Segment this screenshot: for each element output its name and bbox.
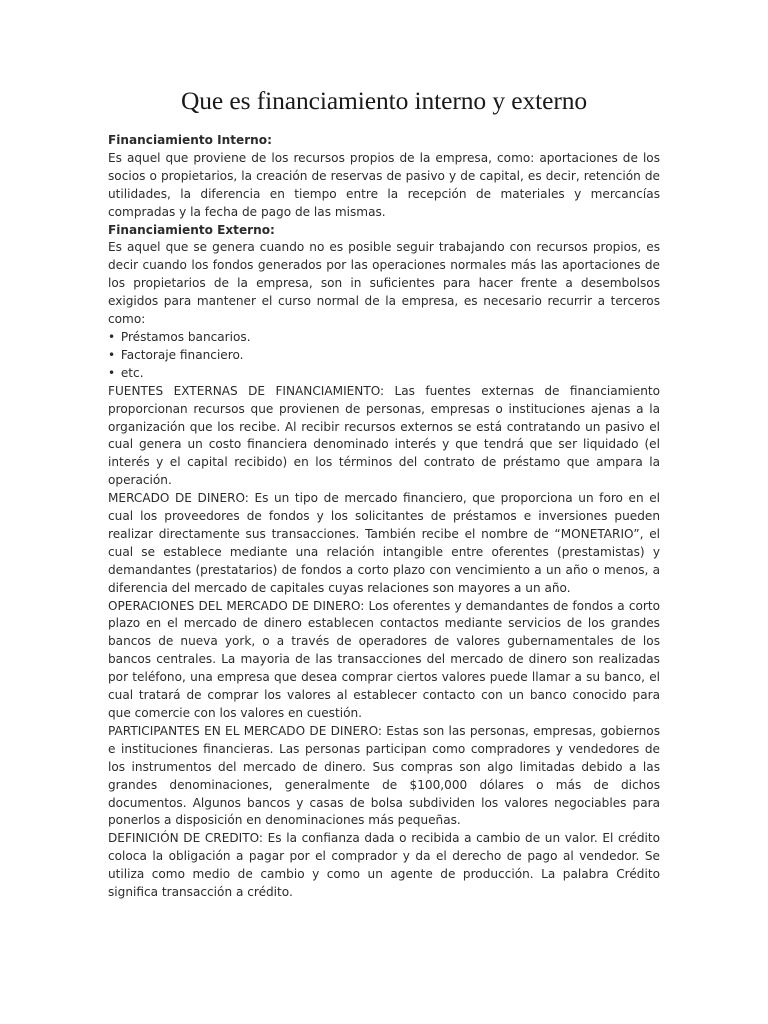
text-mercado: Es un tipo de mercado financiero, que proporciona un foro en el cual los proveedores de fondos y los solicitantes de préstamos e inversiones pueden realizar directamente sus transacciones. También recibe el nombre de “MONETARIO”, el cual se establece mediante una relación intangible entre oferentes (prestamistas) y demandantes (prestatarios) de fondos a corto plazo con vencimiento a un año o menos, a diferencia del mercado de capitales cuyas relaciones son mayores a un año.	[108, 491, 660, 595]
lead-mercado: MERCADO DE DINERO:	[108, 491, 249, 506]
bullet-icon: •	[108, 329, 116, 344]
list-item	[108, 347, 660, 365]
list-item-text: Factoraje financiero.	[120, 347, 244, 362]
paragraph-participantes	[108, 723, 660, 830]
lead-participantes: PARTICIPANTES EN EL MERCADO DE DINERO:	[108, 723, 382, 738]
list-item	[108, 365, 660, 383]
section-heading-externo: Financiamiento Externo:	[108, 222, 275, 237]
bullet-icon: •	[108, 365, 116, 380]
paragraph-externo: Es aquel que se genera cuando no es posible seguir trabajando con recursos propios, es decir cuando los fondos generados por las operaciones normales más las aportaciones de los propietarios de la empresa, son in suficientes para hacer frente a desembolsos exigidos para mantener el curso normal de la empresa, es necesario recurrir a terceros como:	[108, 240, 660, 327]
bullet-list	[108, 329, 660, 383]
section-heading-interno: Financiamiento Interno:	[108, 133, 272, 147]
lead-credito: DEFINICIÓN DE CREDITO:	[108, 831, 264, 846]
paragraph-fuentes	[108, 383, 660, 490]
paragraph-operaciones	[108, 598, 660, 723]
document-body	[108, 132, 660, 902]
lead-fuentes: FUENTES EXTERNAS DE FINANCIAMIENTO:	[108, 383, 385, 398]
page-title: Que es financiamiento interno y externo	[180, 86, 588, 115]
list-item	[108, 329, 660, 347]
paragraph-interno: Es aquel que proviene de los recursos propios de la empresa, como: aportaciones de los socios o propietarios, la creación de reservas de pasivo y de capital, es decir, retención de utilidades, la diferencia en tiempo entre la recepción de materiales y mercancías compradas y la fecha de pago de las mismas.	[108, 150, 660, 219]
list-item-text: Préstamos bancarios.	[120, 329, 251, 344]
paragraph-credito	[108, 830, 660, 902]
text-fuentes: Las fuentes externas de financiamiento proporcionan recursos que provienen de personas, empresas o instituciones ajenas a la organización que los recibe. Al recibir recursos externos se está contratando un pasivo el cual genera un costo financiera denominado interés y que tendrá que ser liquidado (el interés y el capital recibido) en los términos del contrato de préstamo que ampara la operación.	[108, 383, 661, 488]
text-credito: Es la confianza dada o recibida a cambio de un valor. El crédito coloca la obligación a pagar por el comprador y da el derecho de pago al vendedor. Se utiliza como medio de cambio y como un agente de producción. La palabra Crédito significa transacción a crédito.	[108, 831, 660, 900]
lead-operaciones: OPERACIONES DEL MERCADO DE DINERO:	[108, 598, 365, 613]
text-participantes: Estas son las personas, empresas, gobiernos e instituciones financieras. Las personas participan como compradores y vendedores de los instrumentos del mercado de dinero. Sus compras son algo limitadas debido a las grandes denominaciones, generalmente de $100,000 dólares o más de dichos documentos. Algunos bancos y casas de bolsa subdividen los valores negociables para ponerlos a disposición en denominaciones más pequeñas.	[108, 723, 660, 828]
paragraph-mercado	[108, 490, 660, 597]
text-operaciones: Los oferentes y demandantes de fondos a corto plazo en el mercado de dinero establecen contactos mediante servicios de los grandes bancos de nueva york, o a través de operadores de valores gubernamentales de los bancos centrales. La mayoria de las transacciones del mercado de dinero son realizadas por teléfono, una empresa que desea comprar ciertos valores puede llamar a su banco, el cual tratará de comprar los valores al establecer contacto con un banco conocido para que comercie con los valores en cuestión.	[108, 598, 660, 720]
bullet-icon: •	[108, 347, 116, 362]
list-item-text: etc.	[120, 365, 144, 380]
